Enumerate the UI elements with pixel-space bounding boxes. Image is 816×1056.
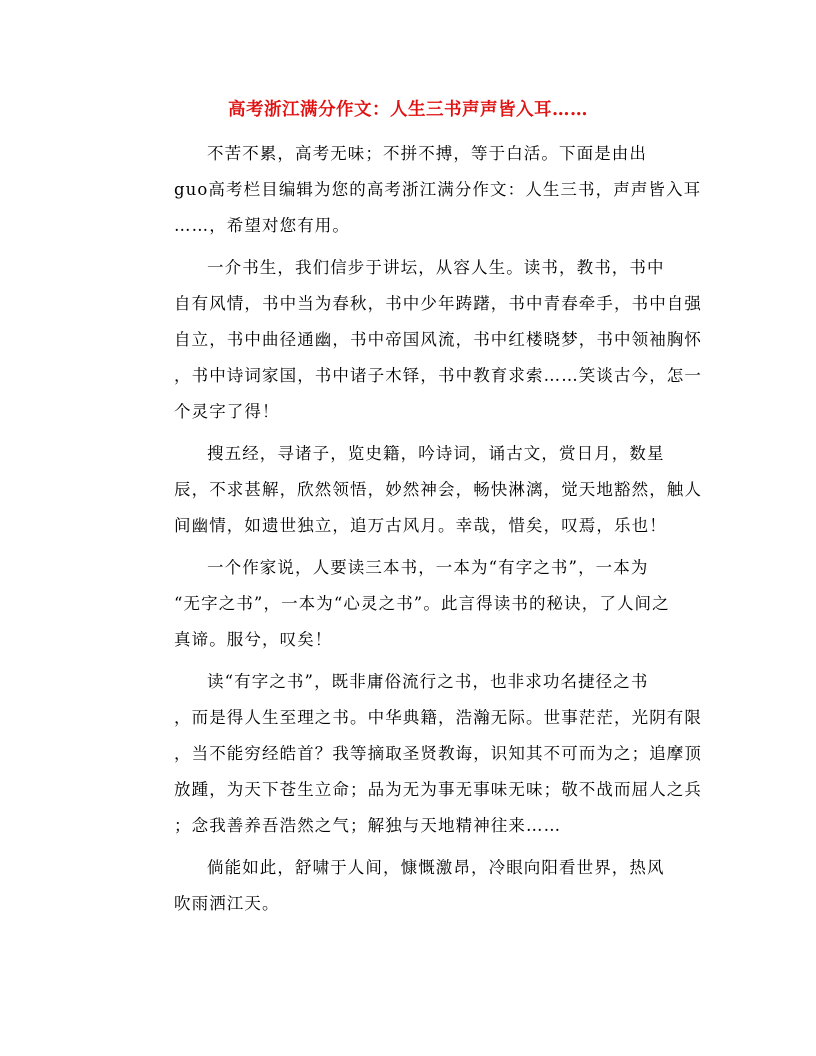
paragraph-line: 读“有字之书”，既非庸俗流行之书，也非求功名捷径之书 (207, 672, 649, 691)
paragraph-line: ，书中诗词家国，书中诸子木铎，书中教育求索……笑谈古今，怎一 (174, 366, 702, 385)
paragraph-5 (174, 664, 702, 844)
paragraph-line: ；念我善养吾浩然之气；解独与天地精神往来…… (174, 816, 562, 835)
paragraph-6 (174, 850, 694, 922)
paragraph-line: “无字之书”，一本为“心灵之书”。此言得读书的秘诀，了人间之 (174, 594, 670, 613)
paragraph-line: 一个作家说，人要读三本书，一本为“有字之书”，一本为 (207, 558, 649, 577)
paragraph-line: 不苦不累，高考无味；不拼不搏，等于白活。下面是由出 (207, 144, 647, 163)
paragraph-line: ，而是得人生至理之书。中华典籍，浩瀚无际。世事茫茫，光阴有限 (174, 708, 702, 727)
paragraph-line: 真谛。服兮，叹矣！ (174, 630, 333, 649)
paragraph-2 (174, 250, 702, 430)
paragraph-line: 搜五经，寻诸子，览史籍，吟诗词，诵古文，赏日月，数星 (207, 444, 665, 463)
paragraph-line: 吹雨洒江天。 (174, 894, 280, 913)
paragraph-4 (174, 550, 694, 658)
paragraph-line: 自有风情，书中当为春秋，书中少年踌躇，书中青春牵手，书中自强 (174, 294, 702, 313)
paragraph-line: 辰，不求甚解，欣然领悟，妙然神会，畅快淋漓，觉天地豁然，触人 (174, 480, 702, 499)
paragraph-line: 倘能如此，舒啸于人间，慷慨激昂，冷眼向阳看世界，热风 (207, 858, 665, 877)
paragraph-line: 一介书生，我们信步于讲坛，从容人生。读书，教书，书中 (207, 258, 665, 277)
paragraph-1 (174, 136, 702, 244)
document-title: 高考浙江满分作文：人生三书声声皆入耳…… (228, 100, 588, 120)
paragraph-3 (174, 436, 702, 544)
document-body (174, 136, 702, 928)
paragraph-line: 自立，书中曲径通幽，书中帝国风流，书中红楼晓梦，书中领袖胸怀 (174, 330, 702, 349)
paragraph-line: ……，希望对您有用。 (174, 216, 350, 235)
paragraph-line: ，当不能穷经皓首？我等摘取圣贤教诲，识知其不可而为之；追摩顶 (174, 744, 702, 763)
paragraph-line: guo高考栏目编辑为您的高考浙江满分作文：人生三书，声声皆入耳 (174, 180, 702, 199)
paragraph-line: 放踵，为天下苍生立命；品为无为事无事味无味；敬不战而屈人之兵 (174, 780, 702, 799)
paragraph-line: 间幽情，如遗世独立，追万古风月。幸哉，惜矣，叹焉，乐也！ (174, 516, 667, 535)
paragraph-line: 个灵字了得！ (174, 402, 280, 421)
